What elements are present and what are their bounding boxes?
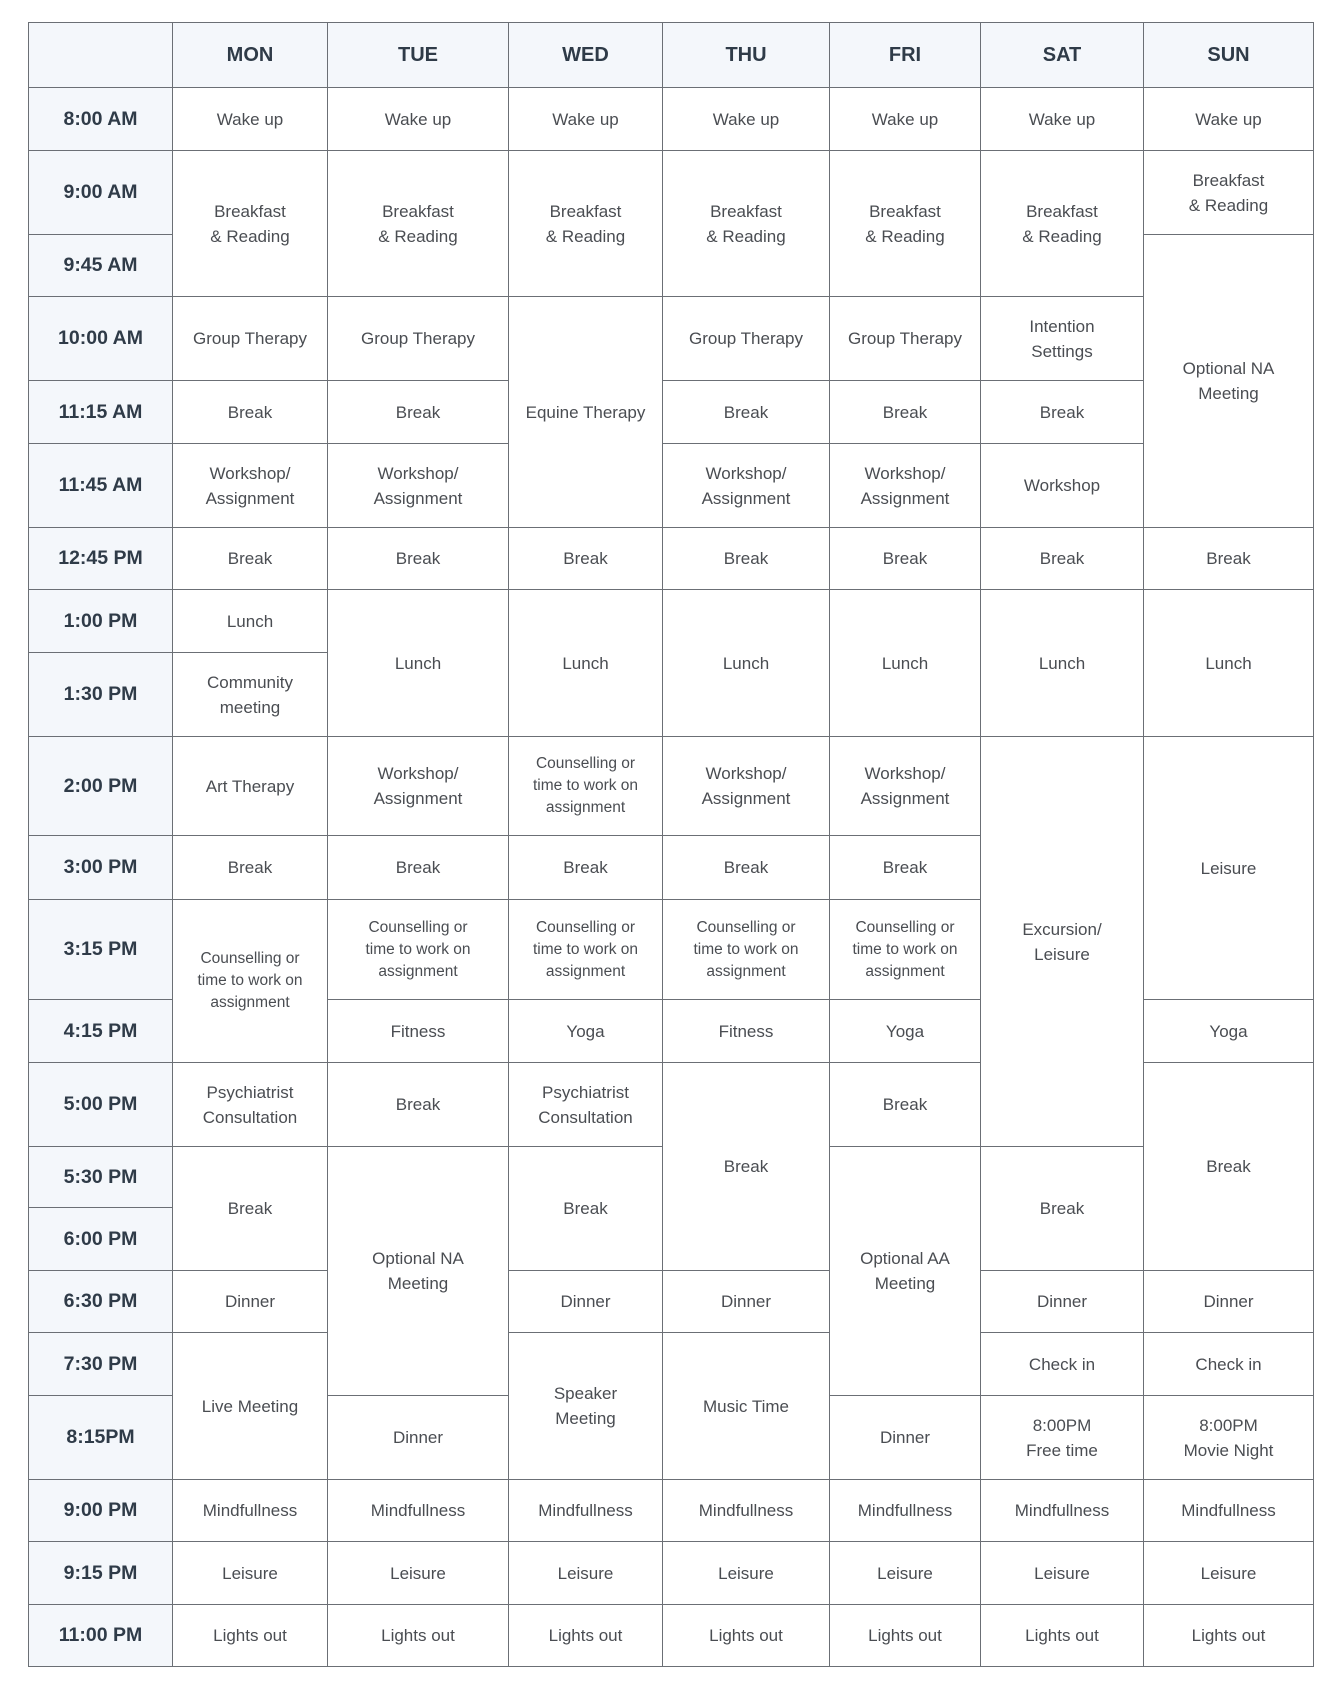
time-label: 11:00 PM <box>29 1605 173 1667</box>
schedule-activity-cell: Leisure <box>328 1542 509 1605</box>
schedule-activity-cell: Counselling or time to work on assignment <box>509 900 663 1000</box>
schedule-activity-cell: Lunch <box>663 590 830 737</box>
schedule-activity-cell: Lights out <box>173 1605 328 1667</box>
schedule-activity-cell: Break <box>830 381 981 444</box>
schedule-activity-cell: Lunch <box>328 590 509 737</box>
schedule-activity-cell: Dinner <box>981 1271 1144 1333</box>
schedule-activity-cell: Leisure <box>663 1542 830 1605</box>
schedule-activity-cell: Workshop/ Assignment <box>173 444 328 528</box>
schedule-activity-cell: Mindfullness <box>981 1480 1144 1542</box>
schedule-activity-cell: Break <box>328 528 509 590</box>
schedule-activity-cell: Break <box>328 836 509 900</box>
schedule-activity-cell: Counselling or time to work on assignment <box>173 900 328 1063</box>
day-header-mon: MON <box>173 23 328 88</box>
schedule-activity-cell: Psychiatrist Consultation <box>173 1063 328 1147</box>
time-label: 11:45 AM <box>29 444 173 528</box>
time-label: 6:00 PM <box>29 1208 173 1271</box>
schedule-activity-cell: Break <box>509 528 663 590</box>
schedule-activity-cell: Mindfullness <box>328 1480 509 1542</box>
schedule-activity-cell: Breakfast & Reading <box>328 151 509 297</box>
schedule-activity-cell: Break <box>663 1063 830 1271</box>
schedule-activity-cell: Dinner <box>663 1271 830 1333</box>
schedule-activity-cell: Live Meeting <box>173 1333 328 1480</box>
schedule-activity-cell: Art Therapy <box>173 737 328 836</box>
schedule-activity-cell: Lunch <box>981 590 1144 737</box>
schedule-activity-cell: 8:00PM Free time <box>981 1396 1144 1480</box>
schedule-activity-cell: Wake up <box>173 88 328 151</box>
schedule-activity-cell: Mindfullness <box>1144 1480 1314 1542</box>
schedule-activity-cell: Break <box>663 836 830 900</box>
schedule-activity-cell: Break <box>173 528 328 590</box>
time-label: 8:15PM <box>29 1396 173 1480</box>
schedule-activity-cell: Break <box>663 381 830 444</box>
schedule-activity-cell: Dinner <box>173 1271 328 1333</box>
schedule-activity-cell: Counselling or time to work on assignment <box>830 900 981 1000</box>
schedule-activity-cell: Breakfast & Reading <box>1144 151 1314 235</box>
schedule-activity-cell: Break <box>663 528 830 590</box>
schedule-activity-cell: Workshop/ Assignment <box>830 444 981 528</box>
schedule-activity-cell: Fitness <box>663 1000 830 1063</box>
day-header-sun: SUN <box>1144 23 1314 88</box>
schedule-activity-cell: Workshop <box>981 444 1144 528</box>
schedule-activity-cell: Check in <box>1144 1333 1314 1396</box>
schedule-activity-cell: Leisure <box>830 1542 981 1605</box>
schedule-activity-cell: Check in <box>981 1333 1144 1396</box>
time-label: 8:00 AM <box>29 88 173 151</box>
schedule-activity-cell: Yoga <box>509 1000 663 1063</box>
weekly-schedule-table <box>28 22 1314 1667</box>
schedule-activity-cell: Break <box>830 528 981 590</box>
schedule-activity-cell: Mindfullness <box>509 1480 663 1542</box>
schedule-activity-cell: Mindfullness <box>830 1480 981 1542</box>
time-label: 9:45 AM <box>29 235 173 297</box>
schedule-activity-cell: Community meeting <box>173 653 328 737</box>
schedule-activity-cell: Optional NA Meeting <box>328 1147 509 1396</box>
schedule-activity-cell: Dinner <box>830 1396 981 1480</box>
schedule-activity-cell: Break <box>328 1063 509 1147</box>
schedule-activity-cell: Music Time <box>663 1333 830 1480</box>
day-header-thu: THU <box>663 23 830 88</box>
schedule-activity-cell: Leisure <box>981 1542 1144 1605</box>
schedule-activity-cell: Optional AA Meeting <box>830 1147 981 1396</box>
day-header-sat: SAT <box>981 23 1144 88</box>
schedule-activity-cell: Break <box>981 1147 1144 1271</box>
schedule-activity-cell: Excursion/ Leisure <box>981 737 1144 1147</box>
schedule-activity-cell: Wake up <box>509 88 663 151</box>
schedule-activity-cell: Workshop/ Assignment <box>328 444 509 528</box>
schedule-activity-cell: Psychiatrist Consultation <box>509 1063 663 1147</box>
schedule-activity-cell: Wake up <box>663 88 830 151</box>
day-header-tue: TUE <box>328 23 509 88</box>
schedule-activity-cell: Workshop/ Assignment <box>663 737 830 836</box>
schedule-activity-cell: Lights out <box>509 1605 663 1667</box>
time-label: 5:00 PM <box>29 1063 173 1147</box>
schedule-activity-cell: Dinner <box>509 1271 663 1333</box>
schedule-activity-cell: Lights out <box>663 1605 830 1667</box>
time-label: 4:15 PM <box>29 1000 173 1063</box>
schedule-activity-cell: Optional NA Meeting <box>1144 235 1314 528</box>
schedule-activity-cell: Lights out <box>981 1605 1144 1667</box>
schedule-activity-cell: Group Therapy <box>328 297 509 381</box>
schedule-activity-cell: Break <box>173 1147 328 1271</box>
schedule-activity-cell: Mindfullness <box>173 1480 328 1542</box>
schedule-activity-cell: Counselling or time to work on assignment <box>663 900 830 1000</box>
schedule-activity-cell: Wake up <box>830 88 981 151</box>
schedule-activity-cell: Lights out <box>328 1605 509 1667</box>
corner-header <box>29 23 173 88</box>
schedule-activity-cell: Breakfast & Reading <box>509 151 663 297</box>
schedule-activity-cell: Group Therapy <box>830 297 981 381</box>
time-label: 5:30 PM <box>29 1147 173 1208</box>
schedule-activity-cell: Break <box>509 1147 663 1271</box>
schedule-activity-cell: Breakfast & Reading <box>830 151 981 297</box>
time-label: 10:00 AM <box>29 297 173 381</box>
schedule-activity-cell: Leisure <box>509 1542 663 1605</box>
schedule-activity-cell: Group Therapy <box>663 297 830 381</box>
schedule-activity-cell: Break <box>173 836 328 900</box>
schedule-activity-cell: Workshop/ Assignment <box>328 737 509 836</box>
schedule-activity-cell: Break <box>173 381 328 444</box>
schedule-activity-cell: Break <box>981 381 1144 444</box>
schedule-activity-cell: Workshop/ Assignment <box>830 737 981 836</box>
time-label: 9:00 AM <box>29 151 173 235</box>
schedule-activity-cell: Dinner <box>1144 1271 1314 1333</box>
schedule-activity-cell: Yoga <box>1144 1000 1314 1063</box>
schedule-activity-cell: Lunch <box>1144 590 1314 737</box>
schedule-activity-cell: Speaker Meeting <box>509 1333 663 1480</box>
schedule-activity-cell: Counselling or time to work on assignment <box>509 737 663 836</box>
schedule-activity-cell: Break <box>328 381 509 444</box>
schedule-activity-cell: Break <box>981 528 1144 590</box>
time-label: 12:45 PM <box>29 528 173 590</box>
schedule-activity-cell: Equine Therapy <box>509 297 663 528</box>
schedule-activity-cell: Breakfast & Reading <box>173 151 328 297</box>
schedule-activity-cell: Break <box>1144 528 1314 590</box>
time-label: 11:15 AM <box>29 381 173 444</box>
schedule-activity-cell: Lunch <box>830 590 981 737</box>
time-label: 6:30 PM <box>29 1271 173 1333</box>
schedule-activity-cell: 8:00PM Movie Night <box>1144 1396 1314 1480</box>
time-label: 3:15 PM <box>29 900 173 1000</box>
schedule-activity-cell: Group Therapy <box>173 297 328 381</box>
schedule-activity-cell: Workshop/ Assignment <box>663 444 830 528</box>
time-label: 1:30 PM <box>29 653 173 737</box>
schedule-activity-cell: Breakfast & Reading <box>981 151 1144 297</box>
time-label: 2:00 PM <box>29 737 173 836</box>
schedule-activity-cell: Dinner <box>328 1396 509 1480</box>
schedule-activity-cell: Leisure <box>1144 1542 1314 1605</box>
schedule-activity-cell: Leisure <box>1144 737 1314 1000</box>
time-label: 3:00 PM <box>29 836 173 900</box>
schedule-activity-cell: Wake up <box>328 88 509 151</box>
schedule-activity-cell: Leisure <box>173 1542 328 1605</box>
schedule-activity-cell: Break <box>509 836 663 900</box>
schedule-activity-cell: Lunch <box>173 590 328 653</box>
schedule-activity-cell: Break <box>1144 1063 1314 1271</box>
time-label: 9:00 PM <box>29 1480 173 1542</box>
schedule-activity-cell: Wake up <box>981 88 1144 151</box>
day-header-fri: FRI <box>830 23 981 88</box>
schedule-activity-cell: Mindfullness <box>663 1480 830 1542</box>
schedule-activity-cell: Lights out <box>1144 1605 1314 1667</box>
day-header-wed: WED <box>509 23 663 88</box>
time-label: 9:15 PM <box>29 1542 173 1605</box>
schedule-activity-cell: Break <box>830 836 981 900</box>
time-label: 7:30 PM <box>29 1333 173 1396</box>
schedule-activity-cell: Breakfast & Reading <box>663 151 830 297</box>
schedule-activity-cell: Lights out <box>830 1605 981 1667</box>
schedule-activity-cell: Fitness <box>328 1000 509 1063</box>
schedule-activity-cell: Break <box>830 1063 981 1147</box>
schedule-activity-cell: Lunch <box>509 590 663 737</box>
time-label: 1:00 PM <box>29 590 173 653</box>
schedule-activity-cell: Wake up <box>1144 88 1314 151</box>
schedule-activity-cell: Counselling or time to work on assignment <box>328 900 509 1000</box>
schedule-activity-cell: Yoga <box>830 1000 981 1063</box>
schedule-activity-cell: Intention Settings <box>981 297 1144 381</box>
